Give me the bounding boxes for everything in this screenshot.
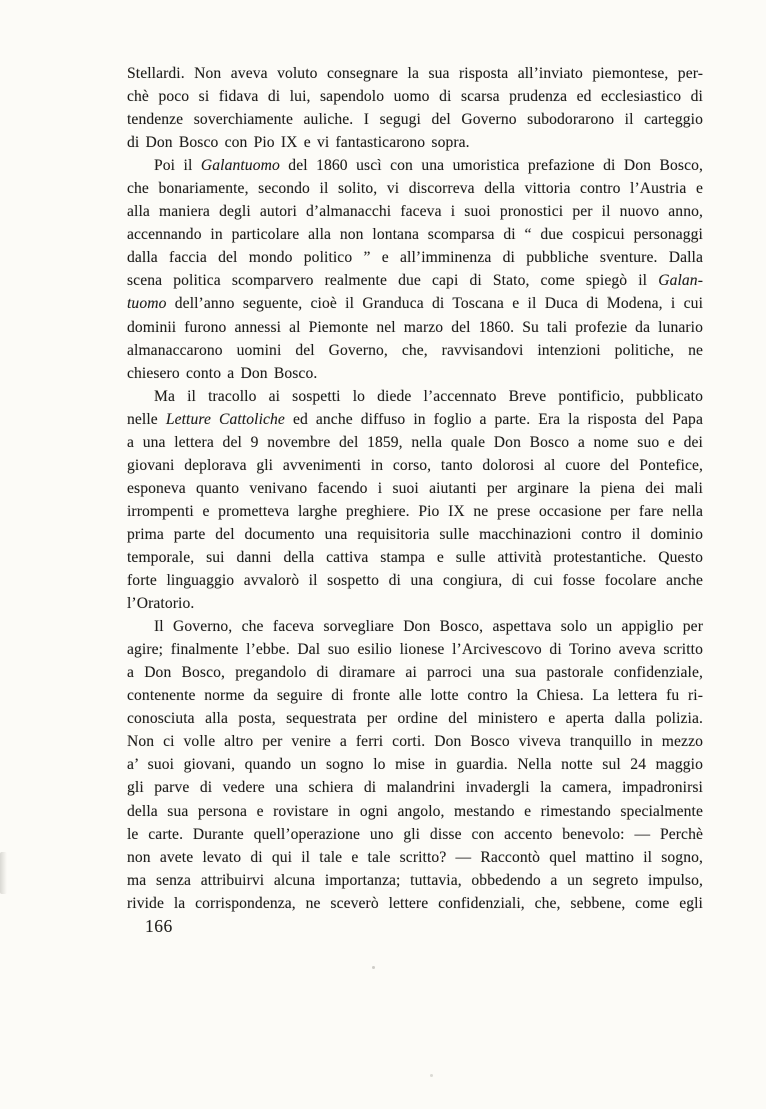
text-line: Il Governo, che faceva sorvegliare Don Bosco, aspettava solo un appiglio per — [154, 618, 703, 636]
text-line: Non ci volle altro per venire a ferri corti. Don Bosco viveva tranquillo in mezzo — [127, 733, 703, 751]
text-line: giovani deplorava gli avvenimenti in corso, tanto dolorosi al cuore del Pontefice, — [127, 456, 703, 474]
page-number: 166 — [145, 916, 173, 936]
scan-artifact — [0, 852, 7, 894]
page-text — [127, 62, 703, 915]
text-line: prima parte del documento una requisitoria sulle macchinazioni contro il dominio — [127, 525, 703, 543]
text-line: temporale, sui danni della cattiva stampa e sulle attività protestantiche. Questo — [127, 548, 703, 566]
text-line: Poi il Galantuomo del 1860 uscì con una umoristica prefazione di Don Bosco, — [154, 157, 703, 175]
text-line: Ma il tracollo ai sospetti lo diede l’accennato Breve pontificio, pubblicato — [154, 387, 703, 405]
text-line: contenente norme da seguire di fronte alle lotte contro la Chiesa. La lettera fu ri- — [127, 687, 703, 705]
text-line: accennando in particolare alla non lontana scomparsa di “ due cospicui personaggi — [127, 226, 703, 244]
text-line: esponeva quanto venivano facendo i suoi aiutanti per arginare la piena dei mali — [127, 479, 703, 497]
text-line: della sua persona e rovistare in ogni angolo, mestando e rimestando specialmente — [127, 802, 703, 820]
text-line: che bonariamente, secondo il solito, vi discorreva della vittoria contro l’Austria e — [127, 180, 703, 198]
text-line: nelle Letture Cattoliche ed anche diffuso in foglio a parte. Era la risposta del Papa — [127, 410, 703, 428]
text-line: ma senza attribuirvi alcuna importanza; tuttavia, obbedendo a un segreto impulso, — [127, 871, 703, 889]
text-line: forte linguaggio avvalorò il sospetto di una congiura, di cui fosse focolare anche — [127, 572, 703, 590]
text-line: l’Oratorio. — [127, 595, 195, 613]
text-line: Stellardi. Non aveva voluto consegnare la sua risposta all’inviato piemontese, per- — [127, 65, 703, 82]
text-line: chè poco si fidava di lui, sapendolo uomo di scarsa prudenza ed ecclesiastico di — [127, 88, 703, 106]
text-line: scena politica scomparvero realmente due capi di Stato, come spiegò il Galan- — [127, 272, 703, 290]
text-line: irrompenti e prometteva larghe preghiere. Pio IX ne prese occasione per fare nella — [127, 502, 703, 520]
text-line: tuomo dell’anno seguente, cioè il Granduca di Toscana e il Duca di Modena, i cui — [127, 295, 703, 313]
text-line: dominii furono annessi al Piemonte nel marzo del 1860. Su tali profezie da lunario — [127, 318, 703, 336]
text-line: rivide la corrispondenza, ne sceverò lettere confidenziali, che, sebbene, come egli — [127, 894, 703, 912]
text-line: almanaccarono uomini del Governo, che, ravvisandovi intenzioni politiche, ne — [127, 341, 703, 359]
text-line: dalla faccia del mondo politico ” e all’imminenza di pubbliche sventure. Dalla — [127, 249, 703, 267]
text-line: conosciuta alla posta, sequestrata per ordine del ministero e aperta dalla polizia. — [127, 710, 703, 728]
text-line: agire; finalmente l’ebbe. Dal suo esilio lionese l’Arcivescovo di Torino aveva scritto — [127, 641, 703, 659]
text-line: a una lettera del 9 novembre del 1859, nella quale Don Bosco a nome suo e dei — [127, 433, 703, 451]
scan-artifact — [372, 966, 375, 969]
scan-artifact — [430, 1074, 433, 1077]
text-line: tendenze soverchiamente auliche. I segugi del Governo subodorarono il carteggio — [127, 111, 703, 129]
text-line: a’ suoi giovani, quando un sogno lo mise in guardia. Nella notte sul 24 maggio — [127, 756, 703, 774]
text-line: di Don Bosco con Pio IX e vi fantasticarono sopra. — [127, 134, 470, 152]
text-line: gli parve di vedere una schiera di malandrini invadergli la camera, impadronirsi — [127, 779, 703, 797]
text-line: a Don Bosco, pregandolo di diramare ai parroci una sua pastorale confidenziale, — [127, 664, 703, 682]
text-line: chiesero conto a Don Bosco. — [127, 364, 318, 382]
text-line: alla maniera degli autori d’almanacchi faceva i suoi pronostici per il nuovo anno, — [127, 203, 703, 221]
text-line: le carte. Durante quell’operazione uno gli disse con accento benevolo: — Perchè — [127, 825, 703, 843]
text-line: non avete levato di qui il tale e tale scritto? — Raccontò quel mattino il sogno, — [127, 848, 703, 866]
